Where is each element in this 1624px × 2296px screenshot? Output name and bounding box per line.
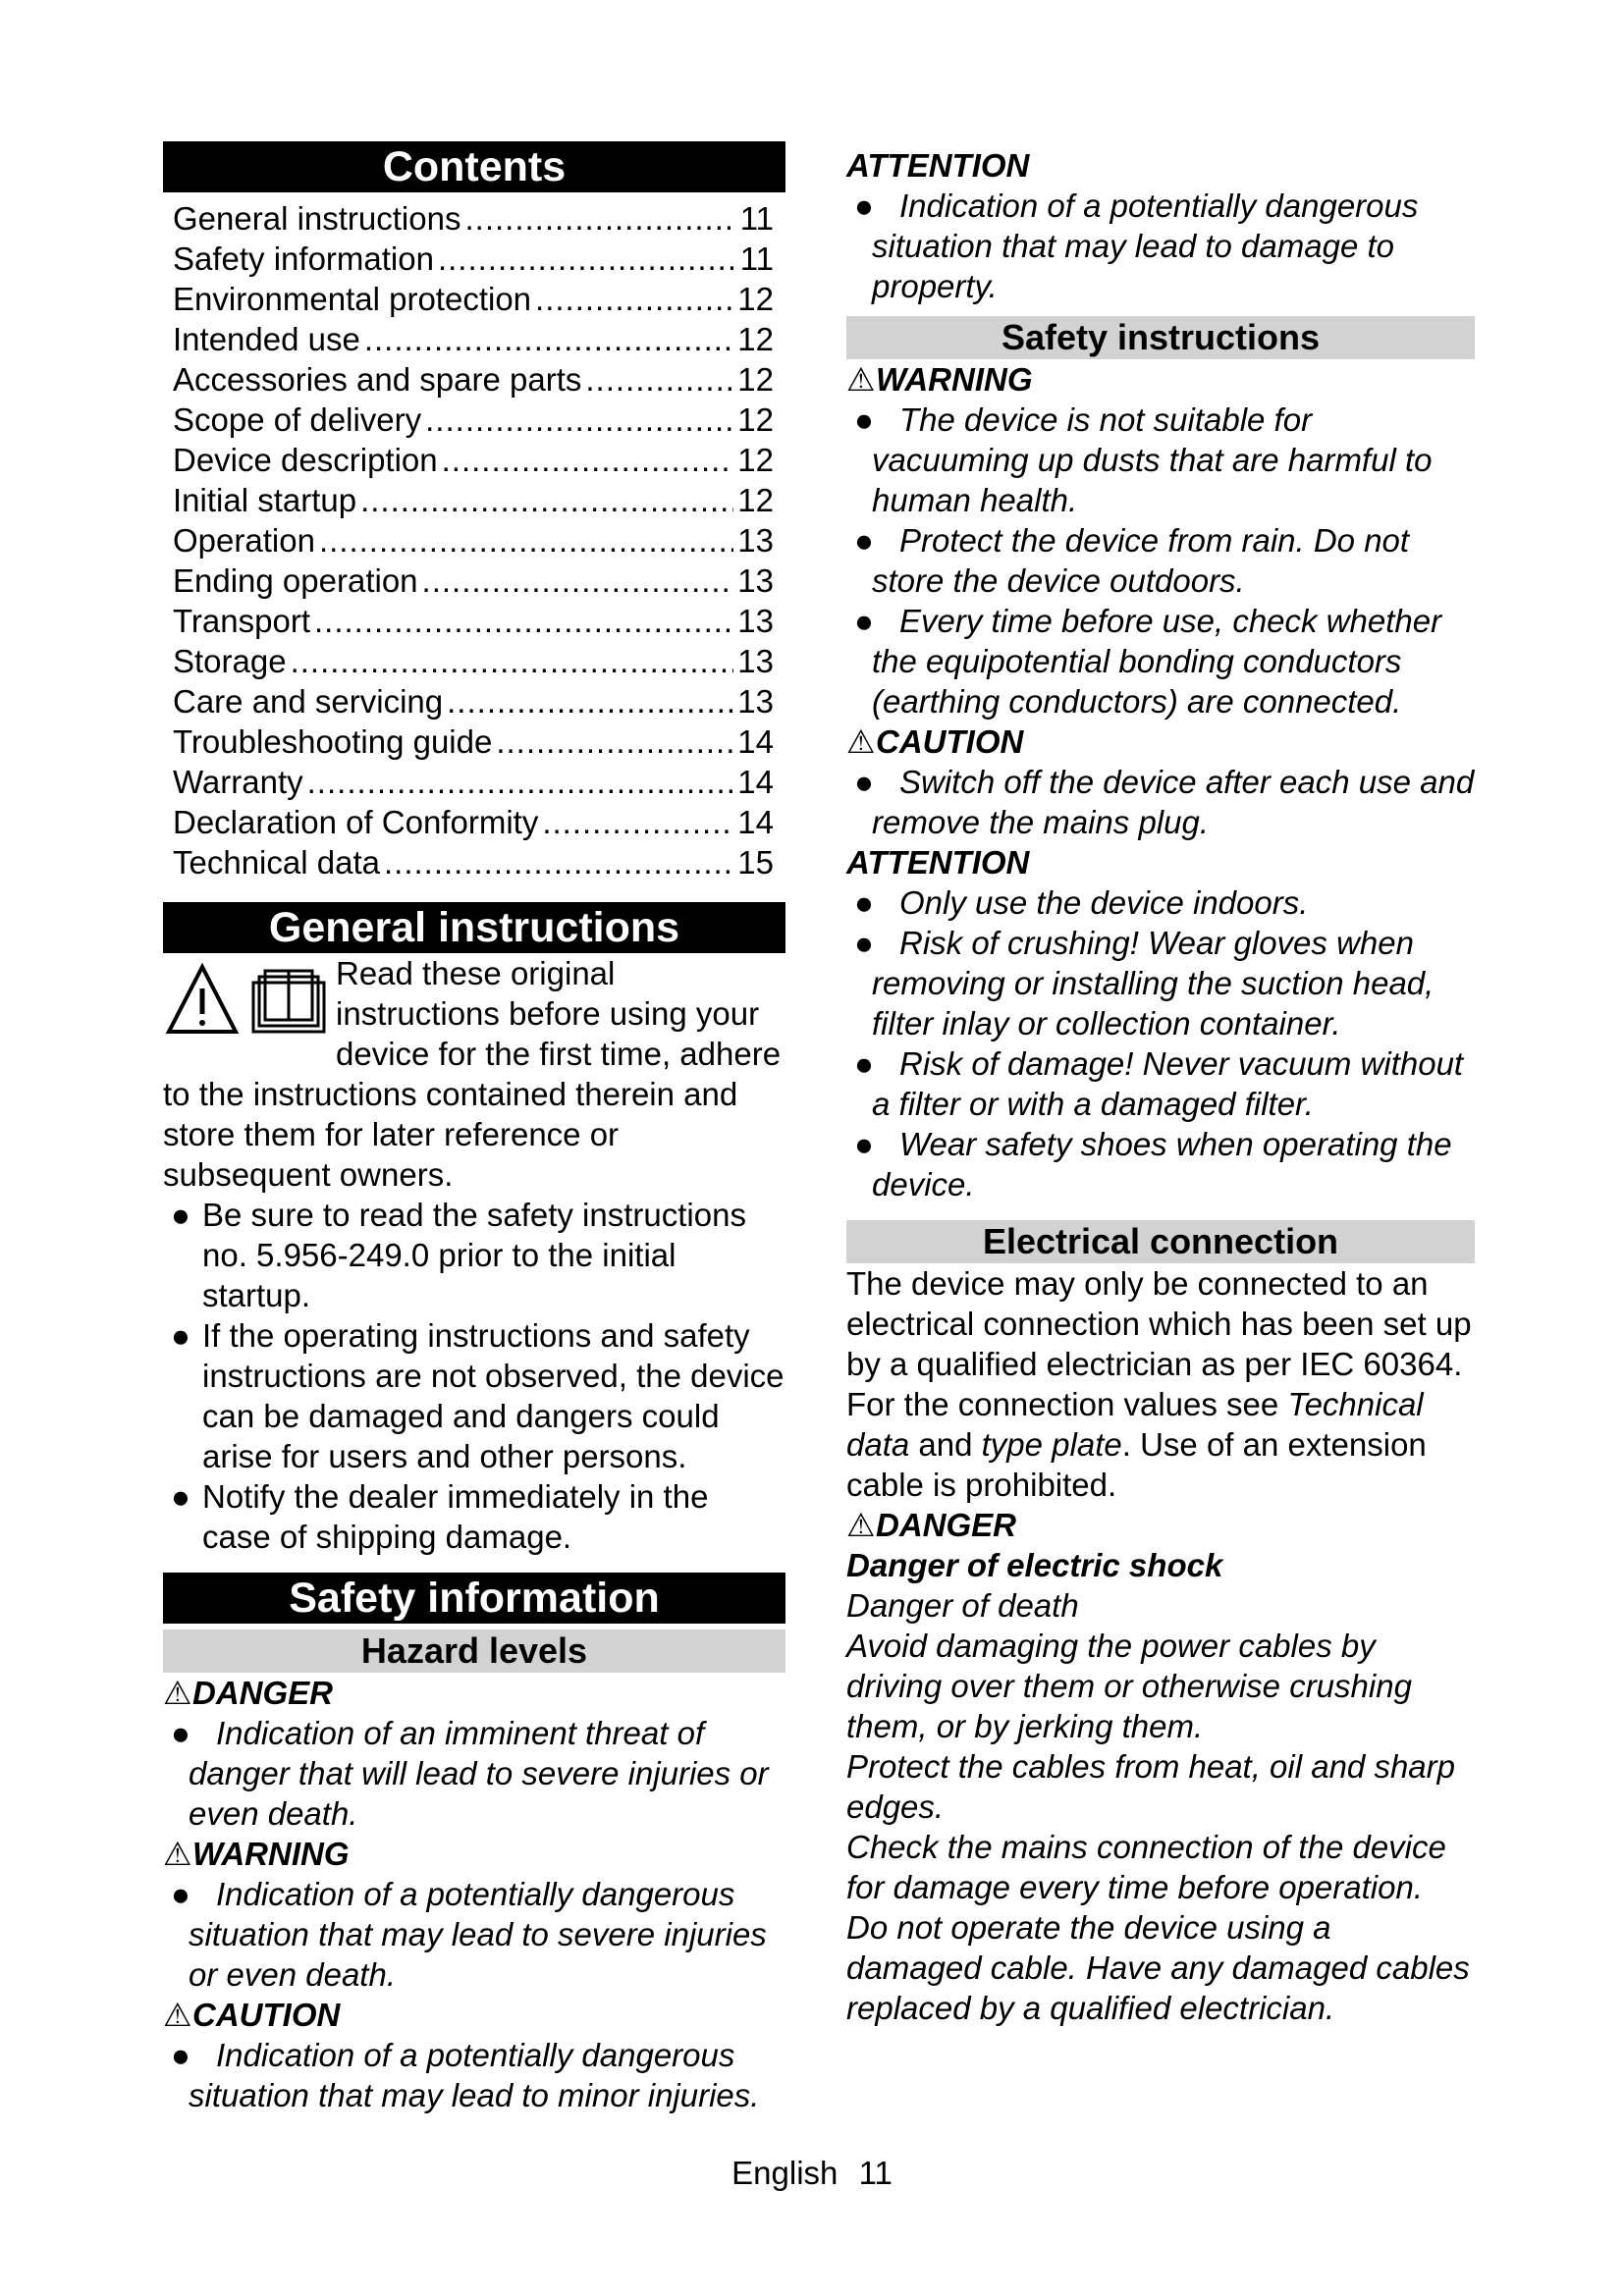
manual-book-icon [253, 971, 324, 1032]
toc-page: 13 [737, 522, 774, 559]
toc-leader [384, 842, 733, 882]
general-intro: Read these original instructions before using your device for the first time, adhere to the instructions contained therein and store them for later reference or subsequent owners. [163, 955, 782, 1193]
toc-label: General instructions [173, 200, 461, 237]
toc-label: Ending operation [173, 562, 418, 599]
toc-entry [173, 239, 774, 279]
caution-list [846, 762, 1475, 842]
toc-label: Environmental protection [173, 281, 532, 317]
warning-sign-icon: ⚠ [163, 1675, 192, 1711]
el-danger-label: ⚠DANGER [846, 1507, 1017, 1543]
list-item: ● If the operating instructions and safety instructions are not observed, the device can be damaged and dangers could arise for users and other persons. [171, 1317, 785, 1474]
toc-leader [422, 561, 734, 601]
toc-page: 11 [739, 200, 774, 237]
toc-label: Scope of delivery [173, 401, 422, 438]
si-caution-label: ⚠CAUTION [846, 723, 1024, 760]
list-item: ● Risk of crushing! Wear gloves when removing or installing the suction head, filter inlay or collection container. [854, 925, 1435, 1041]
caution-definition: ● Indication of a potentially dangerous situation that may lead to minor injuries. [171, 2037, 760, 2113]
danger-line: Avoid damaging the power cables by driving over them or otherwise crushing them, or by jerking them. [846, 1628, 1412, 1744]
toc-label: Device description [173, 442, 438, 478]
toc-entry [173, 681, 774, 721]
list-item: ● Only use the device indoors. [854, 884, 1309, 921]
toc-leader [291, 641, 734, 681]
toc-label: Warranty [173, 764, 303, 800]
toc-page: 15 [737, 844, 774, 881]
toc-page: 12 [737, 401, 774, 438]
toc-label: Declaration of Conformity [173, 804, 539, 840]
list-item: ● Protect the device from rain. Do not store the device outdoors. [854, 522, 1410, 599]
warning-sign-icon: ⚠ [163, 1997, 192, 2033]
danger-line: Danger of death [846, 1587, 1079, 1624]
page-number: 11 [858, 2155, 893, 2191]
toc-leader [464, 198, 735, 239]
toc-label: Transport [173, 603, 310, 639]
toc-leader [319, 520, 733, 561]
list-item: ● Notify the dealer immediately in the case of shipping damage. [171, 1478, 709, 1555]
toc-leader [438, 239, 736, 279]
attention-list [846, 882, 1475, 1204]
toc-page: 12 [737, 321, 774, 357]
toc-label: Technical data [173, 844, 380, 881]
toc-label: Initial startup [173, 482, 357, 518]
toc-entry [173, 721, 774, 762]
toc-entry [173, 802, 774, 842]
toc-leader [535, 279, 733, 319]
safety-instructions-heading: Safety instructions [846, 316, 1475, 359]
danger-label: ⚠DANGER [163, 1675, 334, 1711]
footer-language: English [731, 2155, 839, 2191]
danger-line: Protect the cables from heat, oil and sharp edges. [846, 1748, 1456, 1825]
toc-entry [173, 279, 774, 319]
toc-entry [173, 400, 774, 440]
contents-heading: Contents [163, 141, 785, 192]
toc-entry [173, 641, 774, 681]
toc-page: 12 [737, 442, 774, 478]
toc-page: 14 [737, 804, 774, 840]
toc-leader [585, 359, 733, 400]
toc-entry [173, 762, 774, 802]
attention-definition: ● Indication of a potentially dangerous situation that may lead to damage to property. [854, 187, 1419, 304]
toc-leader [425, 400, 733, 440]
electrical-paragraph: The device may only be connected to an electrical connection which has been set up by a qualified electrician as per IEC 60364. For the connection values see Technical data and type plate. Use of an extension cable is prohibited. [846, 1265, 1472, 1503]
toc-page: 13 [737, 683, 774, 720]
toc-page: 13 [737, 603, 774, 639]
toc-label: Safety information [173, 240, 434, 277]
toc-leader [364, 319, 733, 359]
toc-page: 13 [737, 562, 774, 599]
warning-and-manual-icons [163, 959, 336, 1036]
list-item: ● Wear safety shoes when operating the device. [854, 1126, 1452, 1202]
list-item: ● Be sure to read the safety instructions no. 5.956-249.0 prior to the initial startup. [171, 1197, 746, 1313]
toc-label: Care and servicing [173, 683, 444, 720]
attention-label: ATTENTION [846, 147, 1030, 184]
warning-sign-icon: ⚠ [846, 1507, 876, 1543]
shock-heading: Danger of electric shock [846, 1547, 1223, 1583]
danger-definition: ● Indication of an imminent threat of danger that will lead to severe injuries or even death. [171, 1715, 769, 1832]
toc-entry [173, 480, 774, 520]
si-attention-label: ATTENTION [846, 844, 1030, 881]
toc-entry [173, 561, 774, 601]
table-of-contents [173, 198, 774, 882]
toc-entry [173, 198, 774, 239]
warning-list [846, 400, 1475, 721]
toc-entry [173, 319, 774, 359]
warning-label: ⚠WARNING [163, 1836, 350, 1872]
toc-entry [173, 520, 774, 561]
list-item: ● Every time before use, check whether the equipotential bonding conductors (earthing conductors) are connected. [854, 603, 1442, 720]
toc-label: Operation [173, 522, 315, 559]
toc-page: 14 [737, 723, 774, 760]
toc-label: Storage [173, 643, 287, 679]
toc-entry [173, 842, 774, 882]
toc-label: Intended use [173, 321, 360, 357]
toc-entry [173, 601, 774, 641]
toc-page: 12 [737, 482, 774, 518]
toc-leader [314, 601, 733, 641]
si-warning-label: ⚠WARNING [846, 361, 1033, 398]
toc-leader [447, 681, 733, 721]
warning-triangle-icon [163, 959, 336, 1036]
general-bullet-list [163, 1195, 785, 1557]
toc-page: 14 [737, 764, 774, 800]
toc-leader [542, 802, 733, 842]
toc-page: 11 [739, 240, 774, 277]
toc-leader [307, 762, 734, 802]
danger-line: Do not operate the device using a damaged cable. Have any damaged cables replaced by a qualified electrician. [846, 1909, 1470, 2026]
caution-label: ⚠CAUTION [163, 1997, 341, 2033]
list-item: ● Switch off the device after each use and remove the mains plug. [854, 764, 1475, 840]
electrical-connection-heading: Electrical connection [846, 1220, 1475, 1263]
left-column [163, 141, 785, 2115]
danger-line: Check the mains connection of the device for damage every time before operation. [846, 1829, 1446, 1905]
list-item: ● The device is not suitable for vacuuming up dusts that are harmful to human health. [854, 401, 1433, 518]
toc-entry [173, 440, 774, 480]
toc-entry [173, 359, 774, 400]
warning-sign-icon: ⚠ [846, 723, 876, 760]
list-item: ● Risk of damage! Never vacuum without a filter or with a damaged filter. [854, 1045, 1464, 1122]
page-footer [0, 2153, 1624, 2193]
hazard-levels-heading: Hazard levels [163, 1629, 785, 1673]
toc-label: Accessories and spare parts [173, 361, 582, 398]
toc-label: Troubleshooting guide [173, 723, 493, 760]
toc-page: 12 [737, 361, 774, 398]
toc-leader [360, 480, 733, 520]
warning-sign-icon: ⚠ [163, 1836, 192, 1872]
toc-page: 13 [737, 643, 774, 679]
toc-leader [496, 721, 733, 762]
warning-definition: ● Indication of a potentially dangerous situation that may lead to severe injuries or even death. [171, 1876, 767, 1993]
right-column [846, 145, 1475, 2028]
electrical-danger-lines [846, 1585, 1475, 2028]
safety-information-heading: Safety information [163, 1573, 785, 1624]
toc-page: 12 [737, 281, 774, 317]
warning-sign-icon: ⚠ [846, 361, 876, 398]
general-instructions-heading: General instructions [163, 902, 785, 953]
toc-leader [442, 440, 734, 480]
